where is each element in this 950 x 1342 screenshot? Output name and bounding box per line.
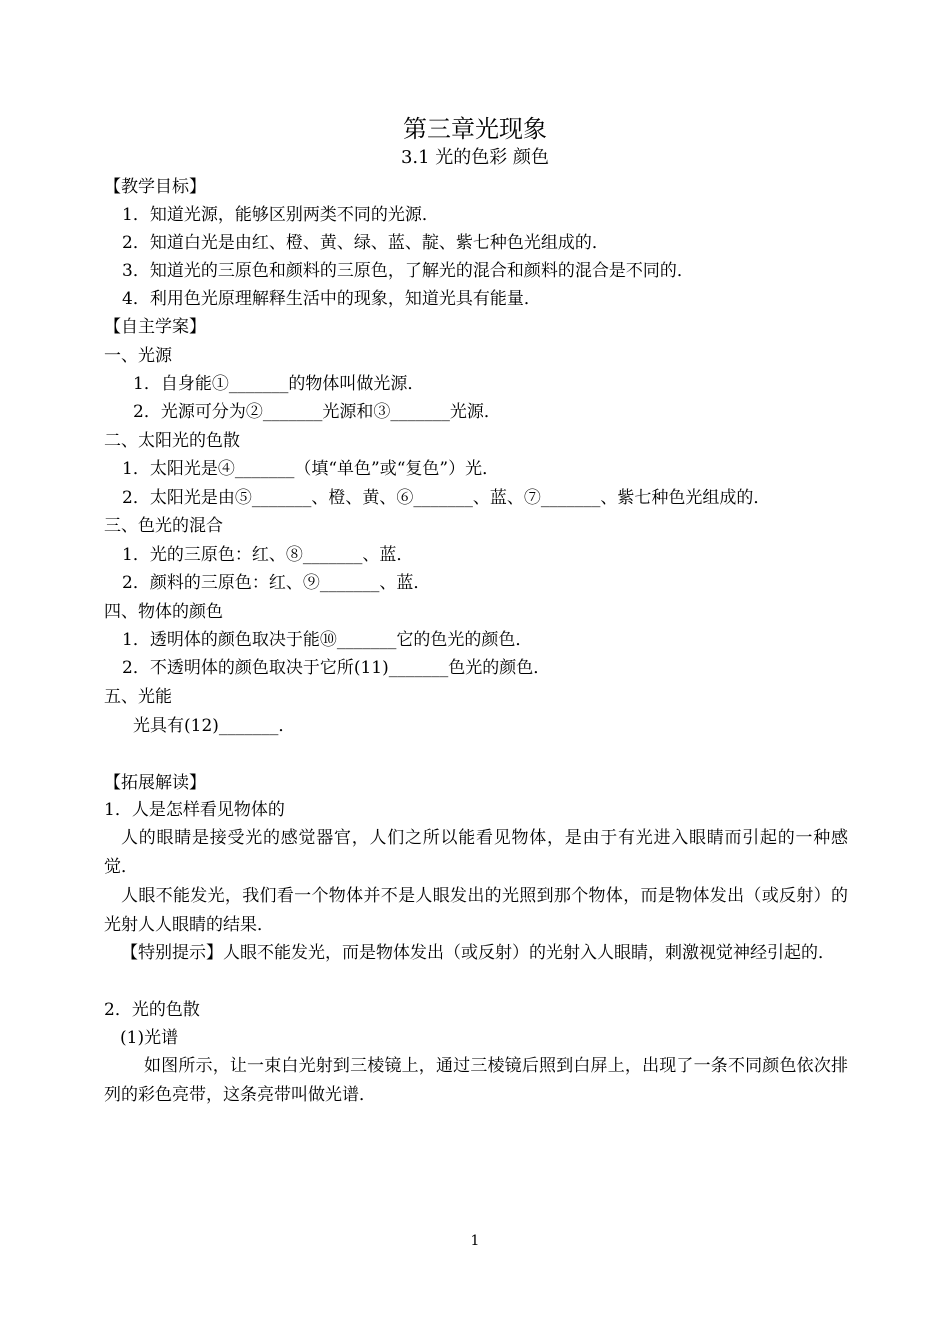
fill-blank-item: 2．太阳光是由⑤_______、橙、黄、⑥_______、蓝、⑦_______、紫七种色光组成的．: [122, 488, 771, 508]
objective-item: 2．知道白光是由红、橙、黄、绿、蓝、靛、紫七种色光组成的．: [122, 233, 609, 253]
section-heading: 四、物体的颜色: [104, 602, 223, 622]
objective-item: 4．利用色光原理解释生活中的现象，知道光具有能量．: [122, 289, 541, 309]
self-study-header: 【自主学案】: [104, 317, 206, 337]
section-heading: 二、太阳光的色散: [104, 431, 240, 451]
paragraph: 人眼不能发光，我们看一个物体并不是人眼发出的光照到那个物体，而是物体发出（或反射）的光射人人眼睛的结果．: [104, 886, 848, 935]
subtopic-heading: (1)光谱: [120, 1028, 179, 1048]
section-heading: 三、色光的混合: [104, 516, 223, 536]
fill-blank-item: 1．透明体的颜色取决于能⑩_______它的色光的颜色．: [122, 630, 533, 650]
topic-heading: 2．光的色散: [104, 1000, 200, 1020]
paragraph: 人的眼睛是接受光的感觉器官，人们之所以能看见物体，是由于有光进入眼睛而引起的一种感觉．: [104, 828, 848, 877]
special-tip: 【特别提示】人眼不能发光，而是物体发出（或反射）的光射入人眼睛，刺激视觉神经引起的．: [121, 943, 835, 963]
extended-header: 【拓展解读】: [104, 773, 206, 793]
topic-heading: 1．人是怎样看见物体的: [104, 800, 285, 820]
chapter-title: 第三章光现象: [403, 115, 547, 143]
objective-item: 3．知道光的三原色和颜料的三原色，了解光的混合和颜料的混合是不同的．: [122, 261, 694, 281]
section-heading: 一、光源: [104, 346, 172, 366]
fill-blank-item: 1．太阳光是④_______（填“单色”或“复色”）光．: [122, 459, 500, 479]
fill-blank-item: 2．颜料的三原色：红、⑨_______、蓝．: [122, 573, 431, 593]
fill-blank-item: 1．自身能①_______的物体叫做光源．: [133, 374, 425, 394]
section-heading: 五、光能: [104, 687, 172, 707]
fill-blank-item: 2．不透明体的颜色取决于它所(11)_______色光的颜色．: [122, 658, 551, 678]
page-number: 1: [470, 1233, 480, 1249]
section-subtitle: 3.1 光的色彩 颜色: [400, 147, 550, 168]
fill-blank-item: 1．光的三原色：红、⑧_______、蓝．: [122, 545, 414, 565]
objectives-header: 【教学目标】: [104, 177, 206, 197]
paragraph: 如图所示，让一束白光射到三棱镜上，通过三棱镜后照到白屏上，出现了一条不同颜色依次排列的彩色亮带，这条亮带叫做光谱．: [104, 1056, 848, 1105]
fill-blank-item: 光具有(12)_______．: [133, 716, 296, 736]
fill-blank-item: 2．光源可分为②_______光源和③_______光源．: [133, 402, 501, 422]
objective-item: 1．知道光源，能够区别两类不同的光源．: [122, 205, 439, 225]
